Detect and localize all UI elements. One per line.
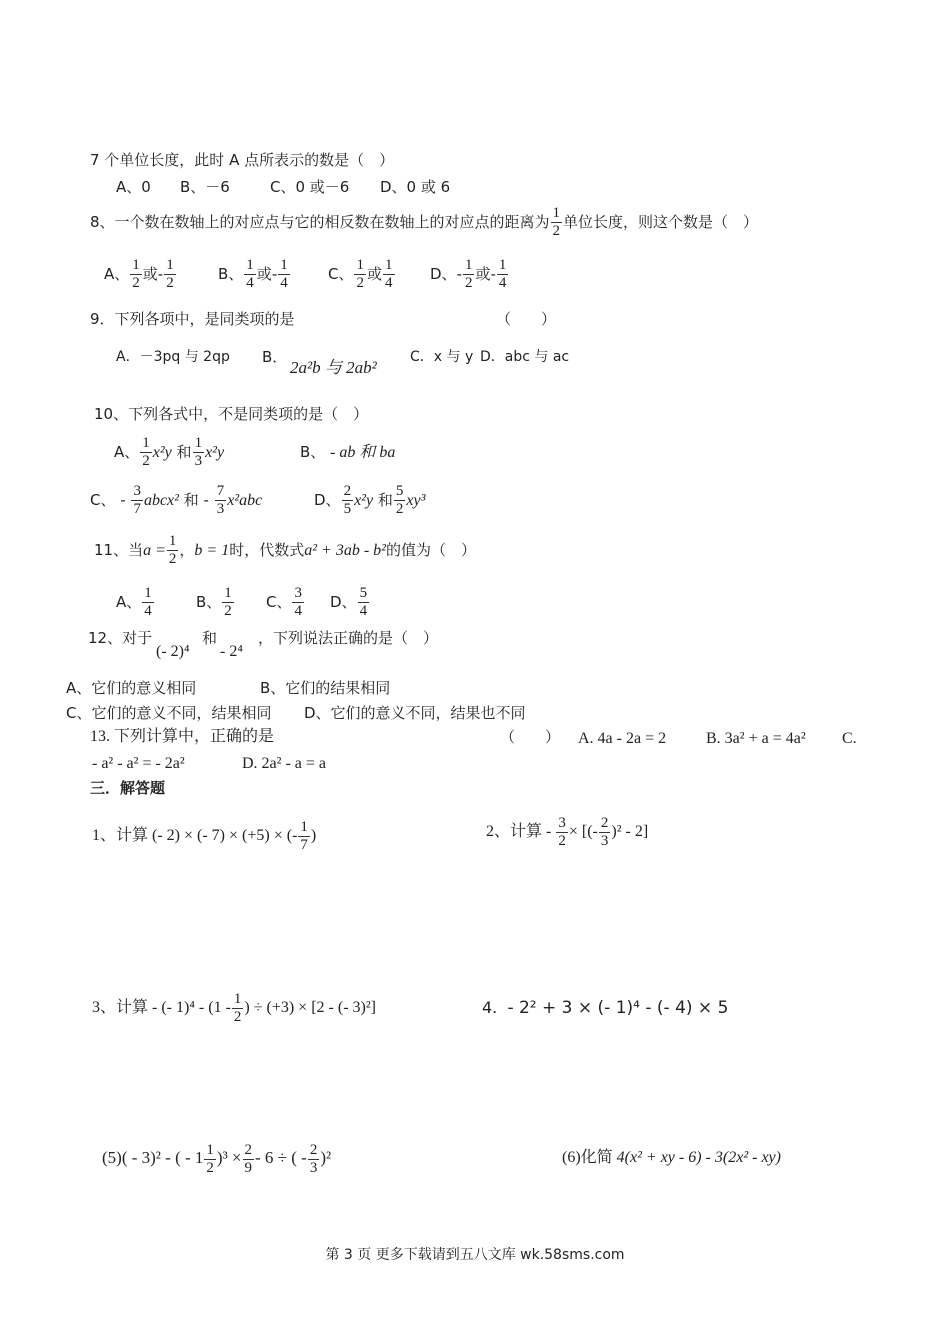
q12-option-b: B、它们的结果相同 xyxy=(260,679,391,697)
q8-option-a: A、 $\frac{1}{2}$ 或- $\frac{1}{2}$ xyxy=(104,257,174,291)
q9-option-c: C．x 与 y xyxy=(410,349,474,365)
q10-stem: 10、下列各式中，不是同类项的是（ ） xyxy=(94,405,369,423)
q12-option-d: D、它们的意义不同，结果也不同 xyxy=(304,704,526,722)
q8-stem-part2: 单位长度，则这个数是（ ） xyxy=(563,213,759,231)
q12-option-a: A、它们的意义相同 xyxy=(66,679,197,697)
q11-option-a: A、 $\frac{1}{4}$ xyxy=(116,585,152,619)
problem-1: 1、计算 (- 2) × (- 7) × (+5) × (- $\frac{1}{7}$ ) xyxy=(92,818,317,853)
q12-expr-1: (- 2)⁴ xyxy=(156,643,190,660)
problem-6: (6)化简 4(x² + xy - 6) - 3(2x² - xy) xyxy=(562,1149,781,1166)
q12-stem-b: ，下列说法正确的是（ ） xyxy=(258,629,439,647)
q13-option-d: D. 2a² - a = a xyxy=(242,755,327,772)
q7-option-d: D、0 或 6 xyxy=(380,178,451,196)
q7-option-b: B、－6 xyxy=(180,178,230,196)
q12-expr-2: - 2⁴ xyxy=(220,643,243,660)
q8-stem-part1: 8、一个数在数轴上的对应点与它的相反数在数轴上的对应点的距离为 xyxy=(90,213,550,231)
q9-option-b-expr: 2a²b 与 2ab² xyxy=(290,358,377,377)
q7-stem: 7 个单位长度，此时 A 点所表示的数是（ ） xyxy=(90,151,395,169)
problem-3: 3、计算 - (- 1)⁴ - (1 - $\frac{1}{2}$ ) ÷ (+3) × [2 - (- 3)²] xyxy=(92,990,376,1025)
q13-option-b: B. 3a² + a = 4a² xyxy=(706,730,806,747)
q11-option-c: C、 $\frac{3}{4}$ xyxy=(266,585,302,619)
q11-option-d: D、 $\frac{5}{4}$ xyxy=(330,585,368,619)
q13-option-a: A. 4a - 2a = 2 xyxy=(578,730,667,747)
problem-2: 2、计算 - $\frac{3}{2}$ × [(- $\frac{2}{3}$ )² - 2] xyxy=(486,814,649,849)
q9-option-b-label: B． xyxy=(262,348,288,366)
q9-option-a: A．－3pq 与 2qp xyxy=(116,349,230,365)
q7-option-c: C、0 或－6 xyxy=(270,178,350,196)
q8-option-c: C、 $\frac{1}{2}$ 或 $\frac{1}{4}$ xyxy=(328,257,393,291)
q11-option-b: B、 $\frac{1}{2}$ xyxy=(196,585,232,619)
q9-answer-paren: （ ） xyxy=(496,310,557,328)
q13-stem: 13. 下列计算中，正确的是 xyxy=(90,728,275,745)
problem-4: 4. - 2² + 3 × (- 1)⁴ - (- 4) × 5 xyxy=(482,998,729,1018)
section-title: 三．解答题 xyxy=(90,779,166,797)
q9-stem: 9．下列各项中，是同类项的是 xyxy=(90,310,295,328)
q12-option-c: C、它们的意义不同，结果相同 xyxy=(66,704,272,722)
q9-option-d: D．abc 与 ac xyxy=(480,349,570,365)
q10-option-d: D、 $\frac{2}{5}$ x²y 和 $\frac{5}{2}$ xy³ xyxy=(314,483,426,517)
q7-option-a: A、0 xyxy=(116,178,151,196)
q13-option-c-expr: - a² - a² = - 2a² xyxy=(92,755,185,772)
q8-fraction-half: $\frac{1}{2}$ xyxy=(552,205,561,239)
q8-option-b: B、 $\frac{1}{4}$ 或- $\frac{1}{4}$ xyxy=(218,257,288,291)
q13-answer-paren: （ ） xyxy=(500,728,561,746)
q12-stem-a: 12、对于 xyxy=(88,629,153,647)
q11-stem: 11、当a = $\frac{1}{2}$ ，b = 1时，代数式a² + 3ab - b²的值为（ ） xyxy=(94,533,476,567)
problem-5: (5)( - 3)² - ( - 1 $\frac{1}{2}$ )³ × $\frac{2}{9}$ - 6 ÷ ( - $\frac{2}{3}$ )² xyxy=(102,1141,332,1176)
q12-and: 和 xyxy=(202,629,218,647)
q10-option-b: B、 - ab 和 ba xyxy=(300,443,396,461)
q10-option-a: A、 $\frac{1}{2}$ x²y 和 $\frac{1}{3}$ x²y xyxy=(114,435,225,469)
q13-option-c-label: C. xyxy=(842,730,857,747)
page-footer: 第 3 页 更多下载请到五八文库 wk.58sms.com xyxy=(325,1247,625,1263)
q8-stem xyxy=(90,204,758,240)
q10-option-c: C、 - $\frac{3}{7}$ abcx² 和 - $\frac{7}{3}$ x²abc xyxy=(90,483,263,517)
q8-option-d: D、- $\frac{1}{2}$ 或- $\frac{1}{4}$ xyxy=(430,257,507,291)
